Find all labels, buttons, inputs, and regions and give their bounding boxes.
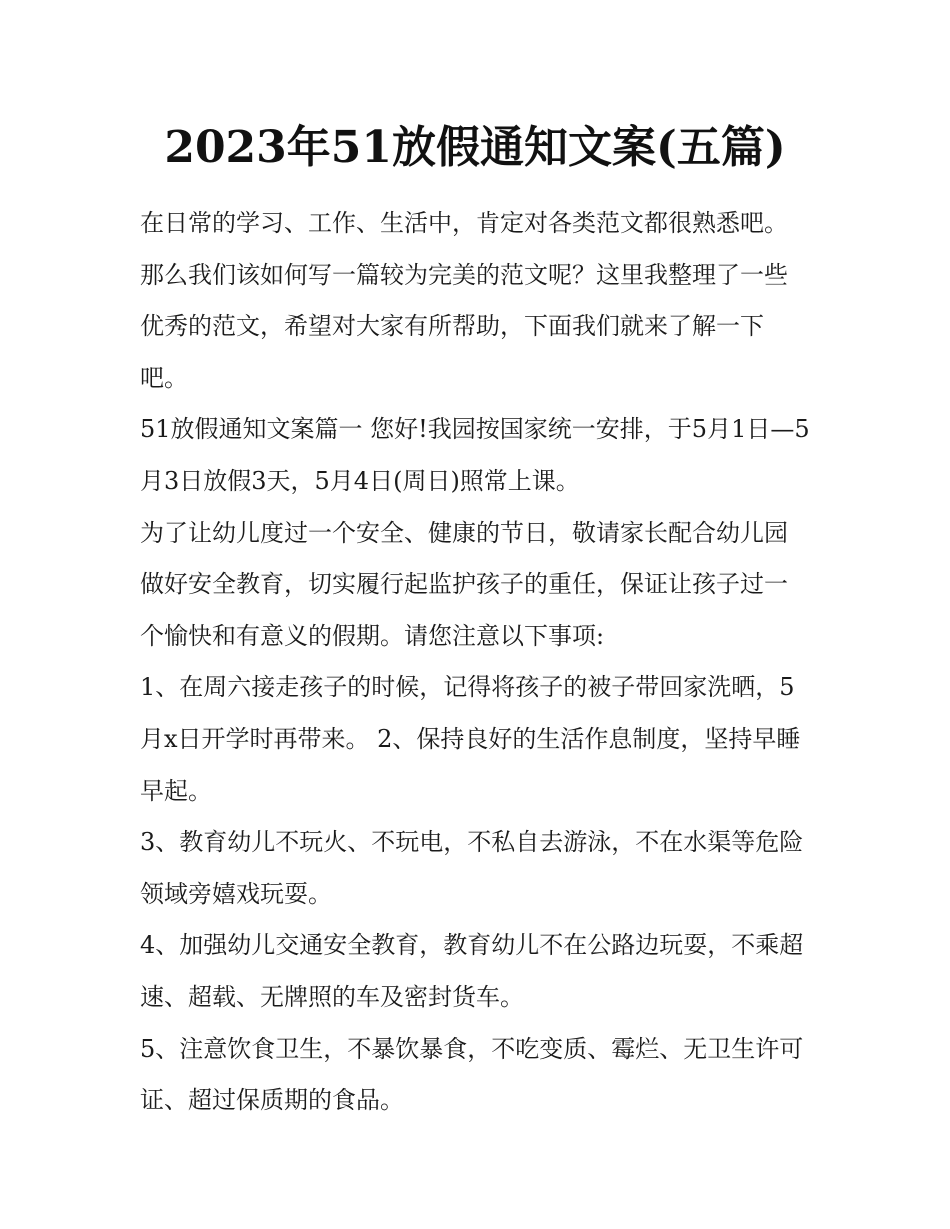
- document-title: 2023年51放假通知文案(五篇): [164, 122, 786, 173]
- paragraph-item-3: 3、教育幼儿不玩火、不玩电，不私自去游泳，不在水渠等危险领域旁嬉戏玩耍。: [140, 828, 804, 908]
- paragraph-item-4: 4、加强幼儿交通安全教育，教育幼儿不在公路边玩耍，不乘超速、超载、无牌照的车及密封货车。: [140, 931, 804, 1011]
- paragraph-safety-request: 为了让幼儿度过一个安全、健康的节日，敬请家长配合幼儿园做好安全教育，切实履行起监护孩子的重任，保证让孩子过一个愉快和有意义的假期。请您注意以下事项:: [140, 518, 788, 650]
- paragraph-item-1-2: 1、在周六接走孩子的时候，记得将孩子的被子带回家洗晒，5月x日开学时再带来。 2、保持良好的生活作息制度，坚持早睡早起。: [140, 673, 801, 805]
- paragraph-intro: 在日常的学习、工作、生活中，肯定对各类范文都很熟悉吧。那么我们该如何写一篇较为完美的范文呢？这里我整理了一些优秀的范文，希望对大家有所帮助，下面我们就来了解一下吧。: [140, 209, 788, 392]
- paragraph-item-5: 5、注意饮食卫生，不暴饮暴食，不吃变质、霉烂、无卫生许可证、超过保质期的食品。: [140, 1034, 804, 1115]
- document-body: [140, 198, 810, 1127]
- paragraph-notice: 51放假通知文案篇一 您好!我园按国家统一安排，于5月1日—5月3日放假3天，5月4日(周日)照常上课。: [140, 415, 810, 495]
